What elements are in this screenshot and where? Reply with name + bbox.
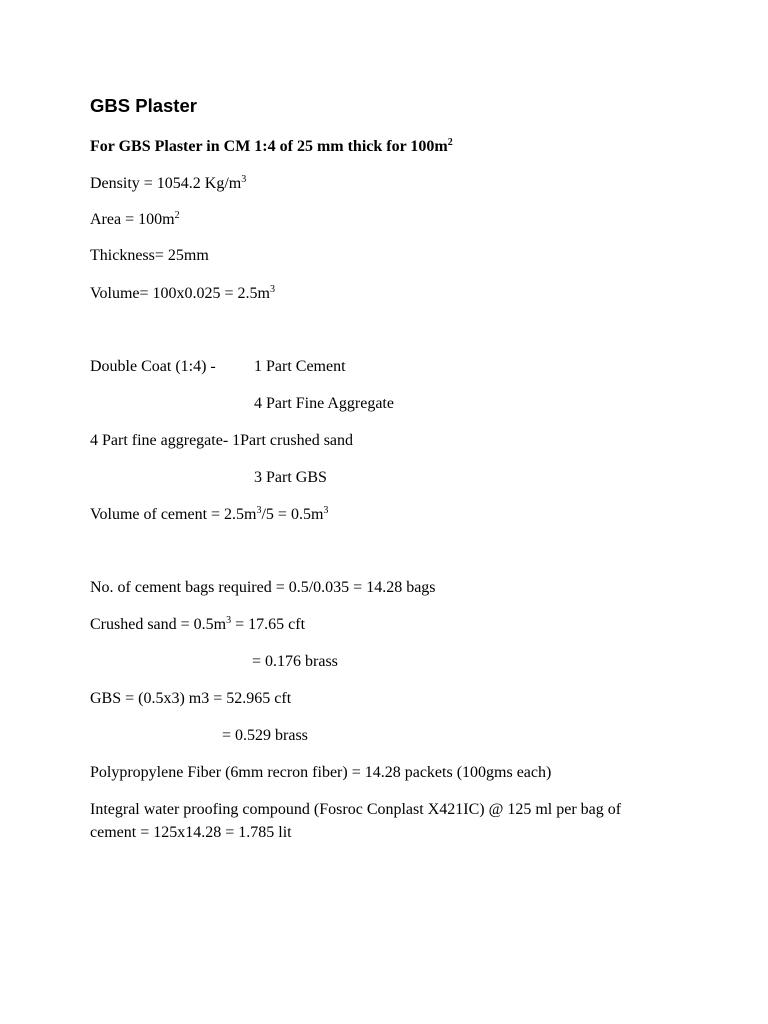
double-coat-part1: 1 Part Cement [254, 358, 346, 375]
volume-cement-sup2: 3 [323, 505, 329, 516]
subtitle-line [90, 137, 453, 157]
area-line [90, 210, 180, 230]
area-text: Area = 100m [90, 211, 175, 228]
double-coat-part2: 4 Part Fine Aggregate [254, 395, 394, 412]
double-coat-label: Double Coat (1:4) - [90, 358, 216, 375]
gbs-brass: = 0.529 brass [222, 727, 308, 744]
density-sup: 3 [241, 174, 247, 185]
density-text: Density = 1054.2 Kg/m [90, 175, 242, 192]
subtitle-sup: 2 [447, 137, 453, 148]
fine-aggregate-label: 4 Part fine aggregate- 1Part crushed sand [90, 432, 354, 449]
volume-cement-a: Volume of cement = 2.5m [90, 506, 257, 523]
volume-text: Volume= 100x0.025 = 2.5m [90, 285, 270, 302]
thickness-line: Thickness= 25mm [90, 247, 209, 264]
crushed-sand-line [90, 615, 305, 635]
subtitle-text: For GBS Plaster in CM 1:4 of 25 mm thick for 100m [90, 138, 448, 155]
crushed-sand-brass: = 0.176 brass [252, 653, 338, 670]
fine-aggregate-part2: 3 Part GBS [254, 469, 327, 486]
volume-cement-sup1: 3 [256, 505, 262, 516]
volume-line [90, 284, 275, 304]
volume-cement-line [90, 505, 328, 525]
fiber-line: Polypropylene Fiber (6mm recron fiber) = 14.28 packets (100gms each) [90, 764, 552, 781]
crushed-sand-b: = 17.65 cft [231, 616, 306, 633]
crushed-sand-a: Crushed sand = 0.5m [90, 616, 227, 633]
area-sup: 2 [174, 210, 180, 221]
cement-bags-line: No. of cement bags required = 0.5/0.035 = 14.28 bags [90, 579, 436, 596]
waterproofing-line2: cement = 125x14.28 = 1.785 lit [90, 824, 292, 841]
volume-sup: 3 [269, 284, 275, 295]
waterproofing-line1: Integral water proofing compound (Fosroc Conplast X421IC) @ 125 ml per bag of [90, 801, 622, 818]
volume-cement-b: /5 = 0.5m [261, 506, 324, 523]
crushed-sand-sup: 3 [226, 615, 232, 626]
gbs-line: GBS = (0.5x3) m3 = 52.965 cft [90, 690, 292, 707]
density-line [90, 174, 246, 194]
document-title: GBS Plaster [90, 95, 197, 116]
